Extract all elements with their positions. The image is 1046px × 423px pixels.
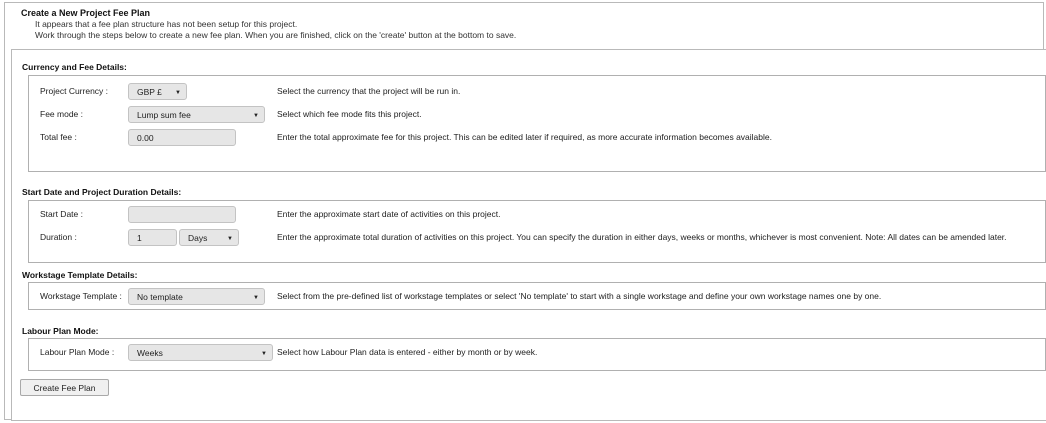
duration-unit-select[interactable] [179,229,239,246]
currency-row [29,83,1045,101]
start-date-label: Start Date : [40,209,83,219]
duration-row [29,229,1045,247]
start-date-row [29,206,1045,224]
fee-mode-row [29,106,1045,124]
duration-value: 1 [137,233,142,243]
page-header [21,8,516,41]
workstage-template-value: No template [137,292,183,302]
page-title: Create a New Project Fee Plan [21,8,151,18]
start-date-input[interactable] [128,206,236,223]
workstage-section [28,282,1046,310]
currency-select[interactable] [128,83,187,100]
fee-mode-select-value: Lump sum fee [137,110,191,120]
workstage-template-select[interactable] [128,288,265,305]
labour-section-title: Labour Plan Mode: [22,326,99,336]
duration-help: Enter the approximate total duration of activities on this project. You can specify the duration in either days, weeks or months, whichever is most convenient. Note: All dates can be amended later. [277,232,1007,242]
start-section [28,200,1046,263]
labour-section [28,338,1046,371]
currency-section-title: Currency and Fee Details: [22,62,127,72]
fee-plan-panel [4,2,1044,420]
workstage-label: Workstage Template : [40,291,122,301]
fee-mode-label: Fee mode : [40,109,83,119]
labour-mode-select[interactable] [128,344,273,361]
workstage-section-title: Workstage Template Details: [22,270,138,280]
total-fee-input[interactable] [128,129,236,146]
fee-mode-select[interactable] [128,106,265,123]
labour-mode-value: Weeks [137,348,163,358]
intro-line-1: It appears that a fee plan structure has not been setup for this project. [35,19,298,29]
total-fee-label: Total fee : [40,132,77,142]
labour-mode-help: Select how Labour Plan data is entered - either by month or by week. [277,347,538,357]
currency-help: Select the currency that the project will be run in. [277,86,461,96]
currency-label: Project Currency : [40,86,109,96]
fee-mode-help: Select which fee mode fits this project. [277,109,422,119]
duration-unit-value: Days [188,233,208,243]
duration-label: Duration : [40,232,77,242]
labour-mode-label: Labour Plan Mode : [40,347,115,357]
start-date-help: Enter the approximate start date of activities on this project. [277,209,501,219]
intro-line-2: Work through the steps below to create a new fee plan. When you are finished, click on the 'create' button at the bottom to save. [35,30,517,40]
labour-row [29,344,1045,362]
fee-plan-form [11,49,1046,421]
workstage-row [29,288,1045,306]
currency-select-value: GBP £ [137,87,162,97]
total-fee-help: Enter the total approximate fee for this project. This can be edited later if required, as more accurate information becomes available. [277,132,772,142]
total-fee-value: 0.00 [137,133,154,143]
duration-input[interactable] [128,229,177,246]
start-section-title: Start Date and Project Duration Details: [22,187,182,197]
total-fee-row [29,129,1045,147]
workstage-help: Select from the pre-defined list of workstage templates or select 'No template' to start with a single workstage and define your own workstage names one by one. [277,291,882,301]
currency-section [28,75,1046,172]
create-fee-plan-button[interactable]: Create Fee Plan [20,379,109,396]
